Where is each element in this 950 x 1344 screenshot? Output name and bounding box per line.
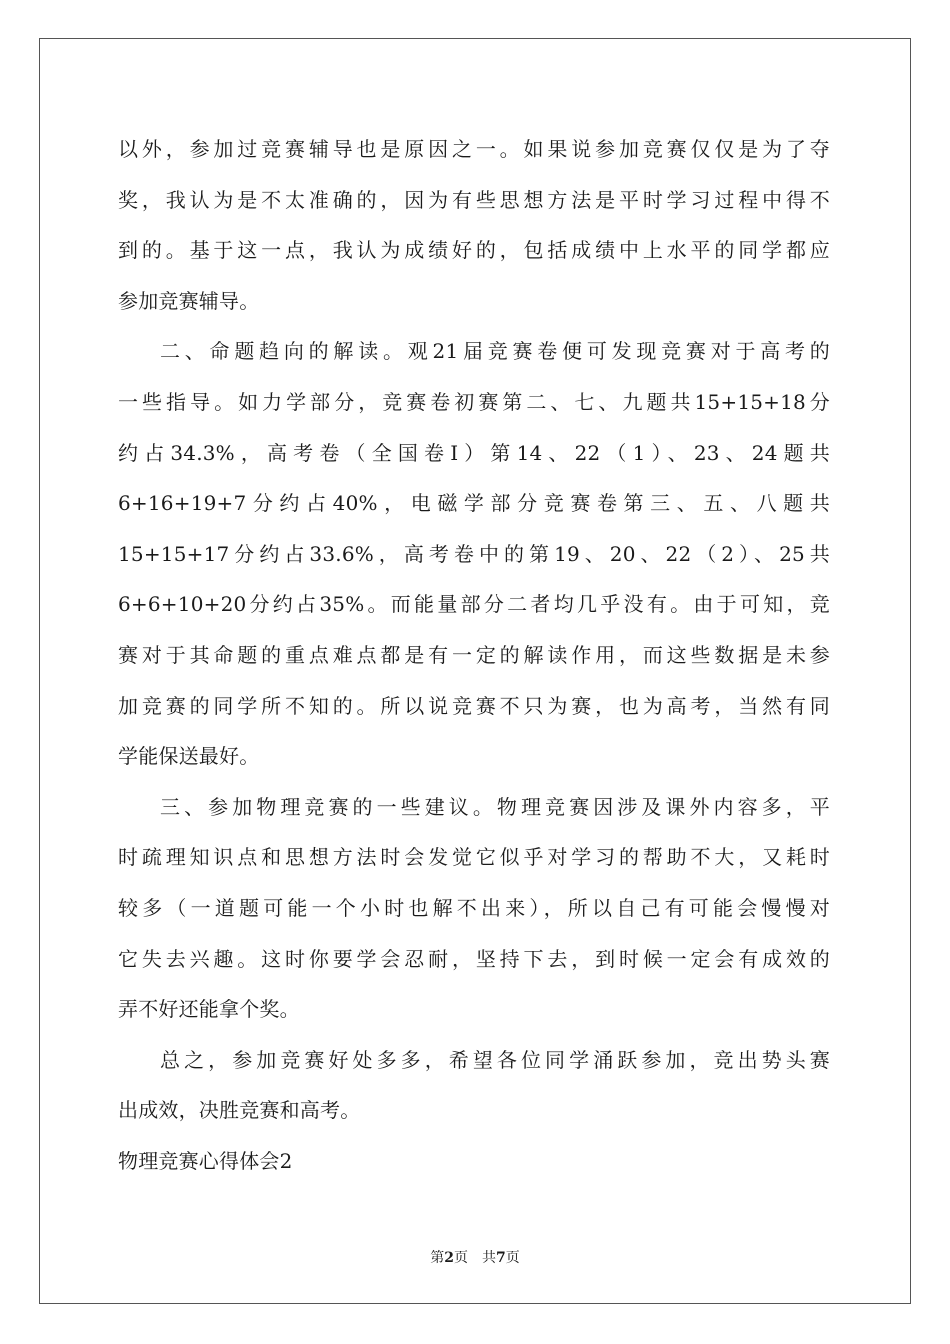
page-number: 2	[444, 1250, 454, 1266]
text-line-2: 奖，我认为是不太准确的，因为有些思想方法是平时学习过程中得不	[118, 187, 830, 212]
text-line-16: 较多（一道题可能一个小时也解不出来），所以自己有可能会慢慢对	[118, 895, 830, 920]
text-line-3: 到的。基于这一点，我认为成绩好的，包括成绩中上水平的同学都应	[118, 238, 830, 263]
text-line-13: 学能保送最好。	[118, 744, 260, 769]
text-line-14: 三、参加物理竞赛的一些建议。物理竞赛因涉及课外内容多，平	[160, 794, 830, 819]
document-body	[118, 124, 830, 1186]
text-line-8: 6+16+19+7分约占40%，电磁学部分竞赛卷第三、五、八题共	[118, 491, 830, 516]
text-line-17: 它失去兴趣。这时你要学会忍耐，坚持下去，到时候一定会有成效的	[118, 946, 830, 971]
total-pages: 7	[496, 1250, 506, 1266]
text-line-10: 6+6+10+20分约占35%。而能量部分二者均几乎没有。由于可知，竞	[118, 592, 830, 617]
text-line-5: 二、命题趋向的解读。观21届竞赛卷便可发现竞赛对于高考的	[160, 339, 830, 364]
text-line-1: 以外，参加过竞赛辅导也是原因之一。如果说参加竞赛仅仅是为了夺	[118, 137, 830, 161]
page-prefix: 第	[430, 1250, 445, 1266]
text-line-11: 赛对于其命题的重点难点都是有一定的解读作用，而这些数据是未参	[118, 642, 830, 667]
total-suffix: 页	[505, 1250, 520, 1266]
text-line-12: 加竞赛的同学所不知的。所以说竞赛不只为赛，也为高考，当然有同	[118, 693, 830, 718]
page-suffix: 页	[454, 1250, 468, 1266]
text-line-19: 总之，参加竞赛好处多多，希望各位同学涌跃参加，竞出势头赛	[160, 1047, 830, 1072]
text-line-15: 时疏理知识点和思想方法时会发觉它似乎对学习的帮助不大，又耗时	[118, 845, 830, 870]
text-line-4: 参加竞赛辅导。	[118, 288, 260, 313]
text-line-6: 一些指导。如力学部分，竞赛卷初赛第二、七、九题共15+15+18分	[118, 389, 830, 414]
total-prefix: 共	[482, 1250, 496, 1266]
text-line-20: 出成效，决胜竞赛和高考。	[118, 1098, 361, 1123]
text-line-18: 弄不好还能拿个奖。	[118, 997, 300, 1022]
text-line-7: 约占34.3%，高考卷（全国卷Ⅰ）第14、22（1）、23、24题共	[118, 440, 830, 465]
text-line-9: 15+15+17分约占33.6%，高考卷中的第19、20、22（2）、25共	[118, 541, 830, 566]
section-heading: 物理竞赛心得体会2	[118, 1148, 293, 1173]
page-footer	[0, 1247, 950, 1267]
